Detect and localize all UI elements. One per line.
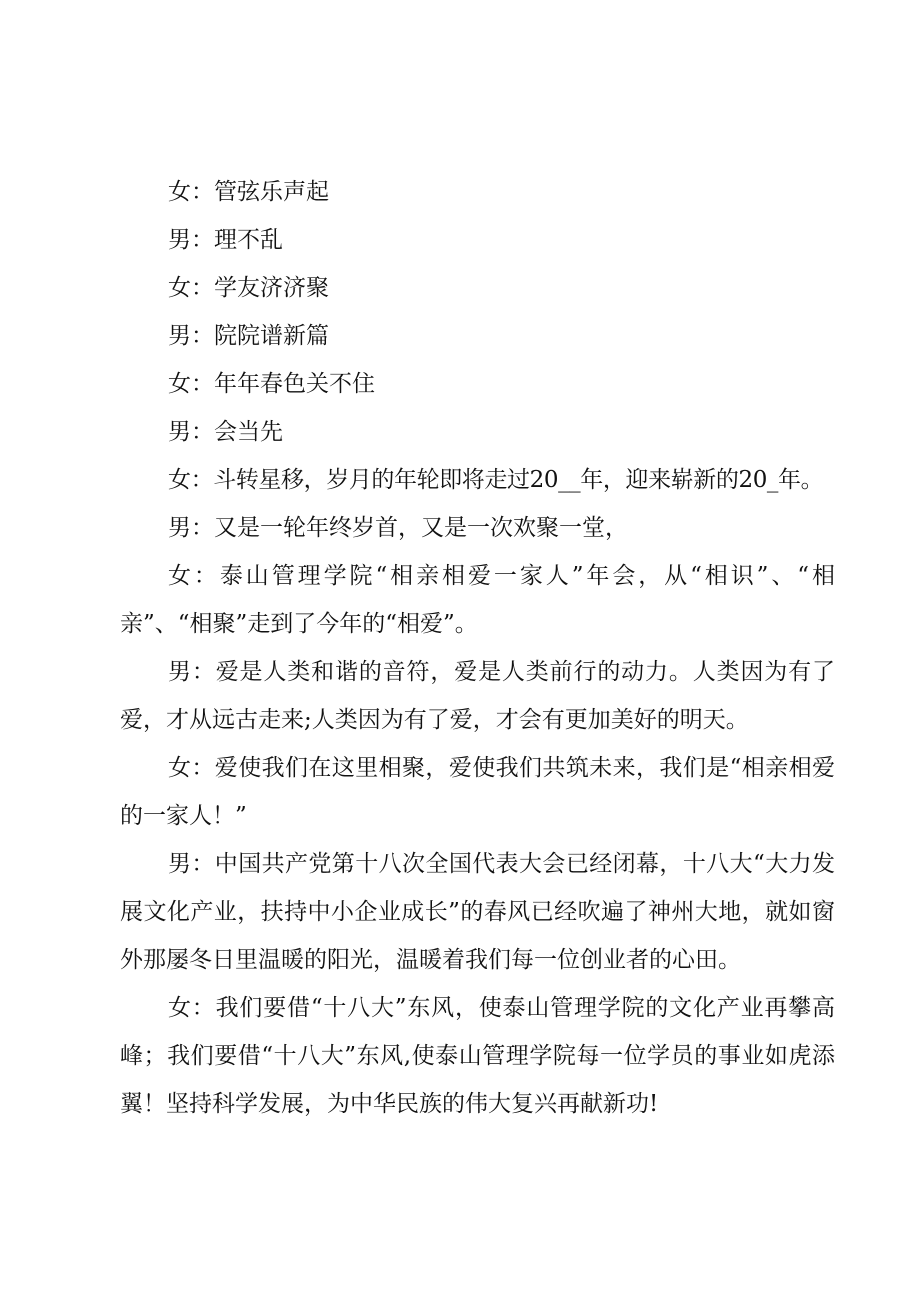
paragraph-10: 男：爱是人类和谐的音符，爱是人类前行的动力。人类因为有了爱，才从远古走来;人类因为有了爱，才会有更加美好的明天。 [120,659,835,733]
paragraph-3: 女：学友济济聚 [168,275,329,301]
paragraph-2: 男：理不乱 [168,227,283,253]
paragraph-8: 男：又是一轮年终岁首，又是一次欢聚一堂， [168,515,628,541]
paragraph-4: 男：院院谱新篇 [168,323,329,349]
paragraph-1: 女：管弦乐声起 [168,179,329,205]
paragraph-11: 女：爱使我们在这里相聚，爱使我们共筑未来，我们是“相亲相爱的一家人！” [120,755,835,829]
paragraph-6: 男：会当先 [168,419,283,445]
paragraph-12: 男：中国共产党第十八次全国代表大会已经闭幕，十八大“大力发展文化产业，扶持中小企业成长”的春风已经吹遍了神州大地，就如窗外那屡冬日里温暖的阳光，温暖着我们每一位创业者的心田。 [120,851,835,973]
paragraph-9: 女：泰山管理学院“相亲相爱一家人”年会，从“相识”、“相亲”、“相聚”走到了今年的“相爱”。 [120,563,835,637]
document-body [120,168,835,1128]
paragraph-5: 女：年年春色关不住 [168,371,375,397]
paragraph-7: 女：斗转星移，岁月的年轮即将走过20__年，迎来崭新的20_年。 [168,467,824,493]
paragraph-13: 女：我们要借“十八大”东风，使泰山管理学院的文化产业再攀高峰；我们要借“十八大”东风,使泰山管理学院每一位学员的事业如虎添翼！坚持科学发展，为中华民族的伟大复兴再献新功! [120,995,835,1117]
